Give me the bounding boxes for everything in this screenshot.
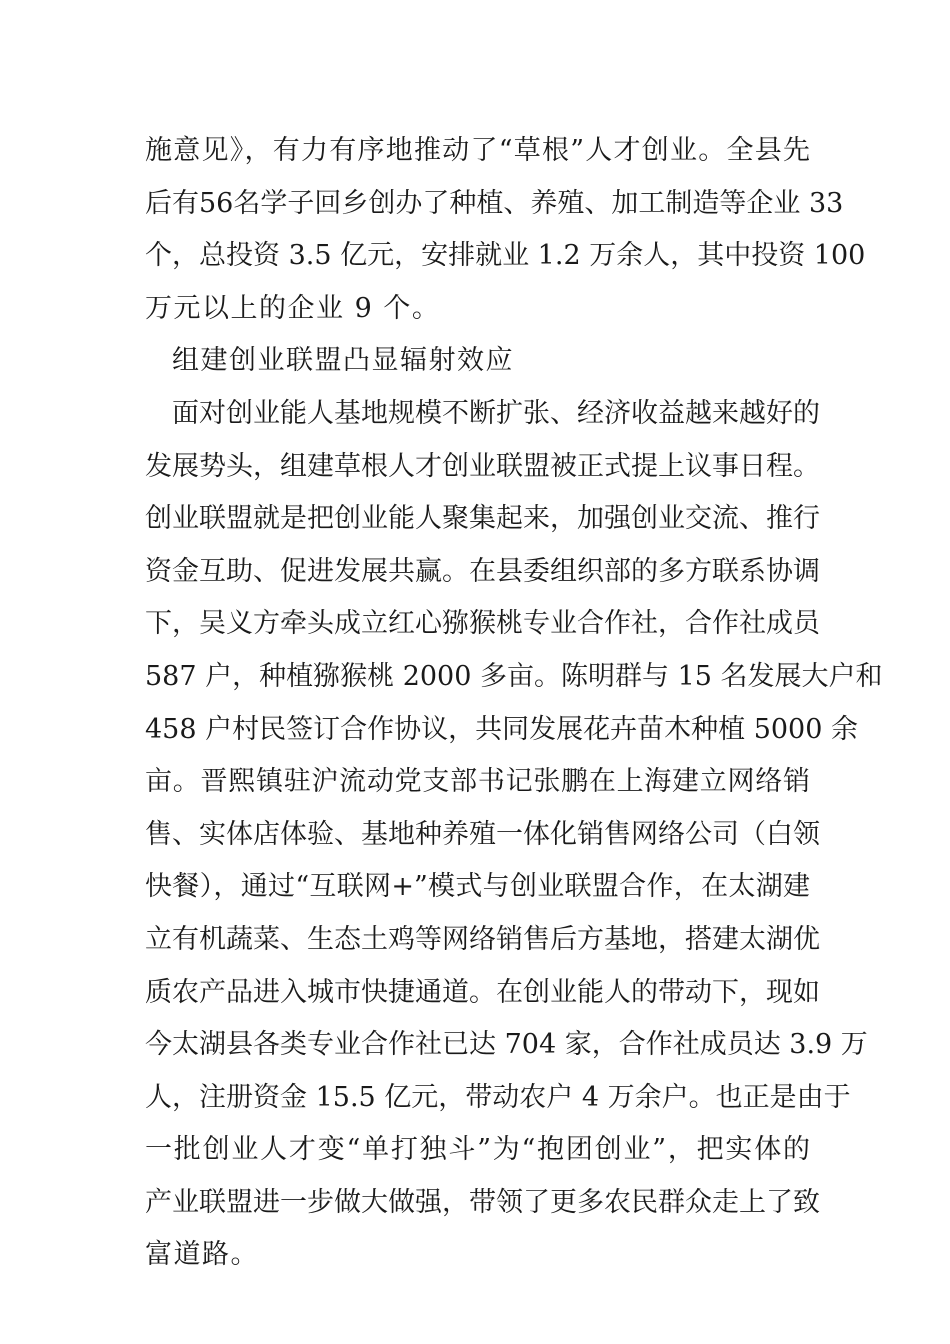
paragraph-line: 个，总投资 3.5 亿元，安排就业 1.2 万余人，其中投资 100	[145, 240, 866, 272]
paragraph-line: 资金互助、促进发展共赢。在县委组织部的多方联系协调	[145, 555, 820, 587]
paragraph-line: 发展势头，组建草根人才创业联盟被正式提上议事日程。	[145, 450, 820, 482]
paragraph-line: 面对创业能人基地规模不断扩张、经济收益越来越好的	[172, 397, 820, 429]
paragraph-line: 质农产品进入城市快捷通道。在创业能人的带动下，现如	[145, 976, 820, 1008]
paragraph-line: 亩。晋熙镇驻沪流动党支部书记张鹏在上海建立网络销	[145, 766, 810, 798]
paragraph-line: 今太湖县各类专业合作社已达 704 家，合作社成员达 3.9 万	[145, 1029, 868, 1061]
section-heading: 组建创业联盟凸显辐射效应	[172, 345, 514, 377]
paragraph-line: 587 户，种植猕猴桃 2000 多亩。陈明群与 15 名发展大户和	[145, 660, 883, 692]
paragraph-line: 下，吴义方牵头成立红心猕猴桃专业合作社，合作社成员	[145, 608, 820, 640]
paragraph-line: 售、实体店体验、基地种养殖一体化销售网络公司（白领	[145, 818, 820, 850]
paragraph-line: 一批创业人才变“单打独斗”为“抱团创业”，把实体的	[145, 1134, 810, 1166]
paragraph-line: 富道路。	[145, 1239, 259, 1271]
paragraph-line: 创业联盟就是把创业能人聚集起来，加强创业交流、推行	[145, 503, 820, 535]
paragraph-line: 后有56名学子回乡创办了种植、养殖、加工制造等企业 33	[145, 187, 844, 219]
paragraph-line: 快餐），通过“互联网+”模式与创业联盟合作，在太湖建	[145, 871, 810, 903]
paragraph-1	[145, 125, 866, 335]
paragraph-line: 458 户村民签订合作协议，共同发展花卉苗木种植 5000 余	[145, 713, 858, 745]
paragraph-2	[145, 388, 883, 1282]
paragraph-line: 人，注册资金 15.5 亿元，带动农户 4 万余户。也正是由于	[145, 1081, 851, 1113]
paragraph-line: 立有机蔬菜、生态土鸡等网络销售后方基地，搭建太湖优	[145, 923, 820, 955]
document-body	[145, 125, 883, 1282]
paragraph-line: 万元以上的企业 9 个。	[145, 292, 441, 324]
paragraph-line: 施意见》，有力有序地推动了“草根”人才创业。全县先	[145, 135, 810, 166]
paragraph-line: 产业联盟进一步做大做强，带领了更多农民群众走上了致	[145, 1186, 820, 1218]
